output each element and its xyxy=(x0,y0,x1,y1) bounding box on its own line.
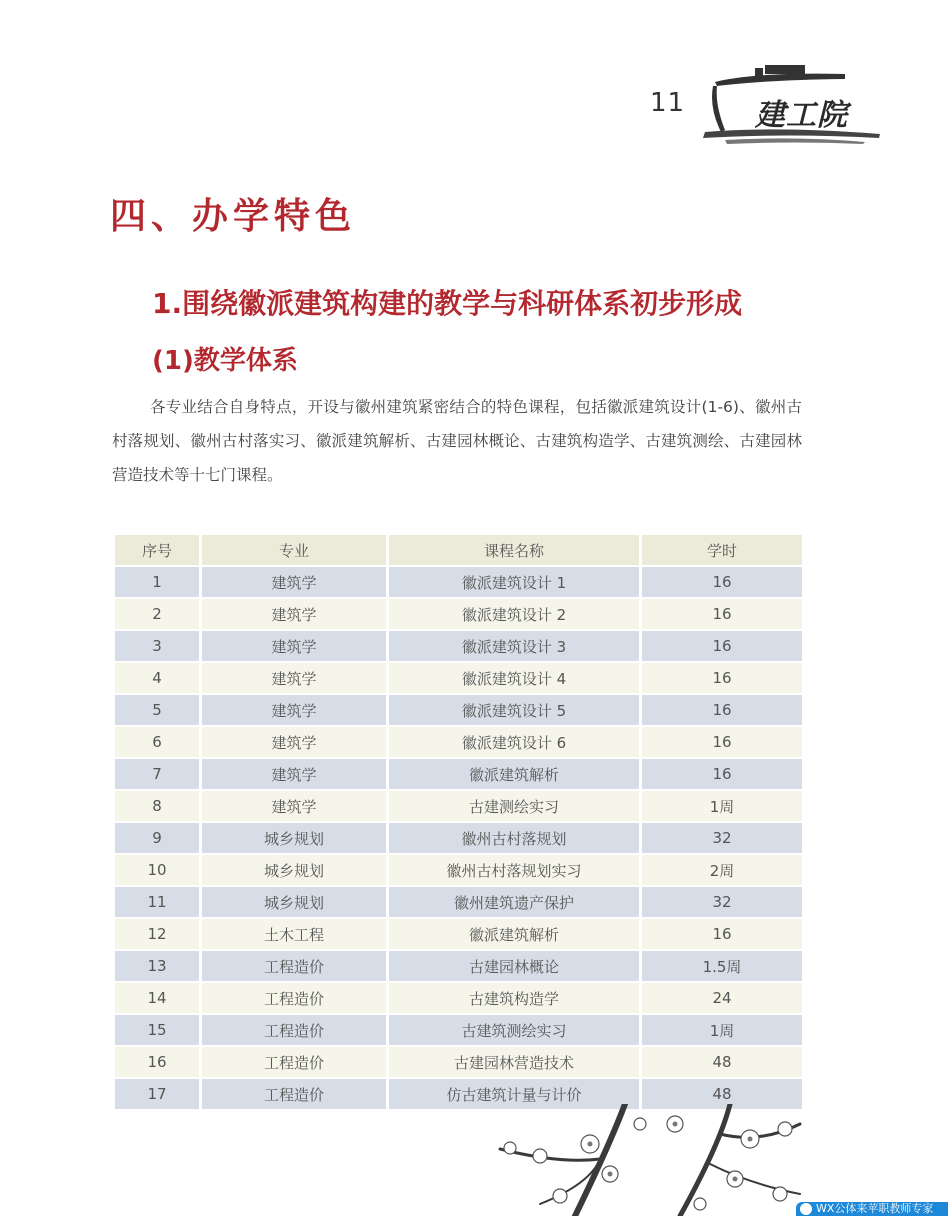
cell-hours: 1周 xyxy=(642,791,802,821)
course-table xyxy=(112,533,805,1111)
cell-index: 3 xyxy=(115,631,199,661)
cell-major: 建筑学 xyxy=(202,727,386,757)
table-row xyxy=(115,727,802,757)
table-row xyxy=(115,567,802,597)
table-row xyxy=(115,1047,802,1077)
table-row xyxy=(115,855,802,885)
cell-hours: 16 xyxy=(642,631,802,661)
table-row xyxy=(115,1015,802,1045)
cell-index: 16 xyxy=(115,1047,199,1077)
section-title: 四、办学特色 xyxy=(110,196,357,237)
table-row xyxy=(115,887,802,917)
cell-major: 工程造价 xyxy=(202,1015,386,1045)
cell-index: 13 xyxy=(115,951,199,981)
cell-course: 徽派建筑设计 2 xyxy=(389,599,639,629)
cell-course: 徽派建筑设计 4 xyxy=(389,663,639,693)
cell-course: 徽派建筑设计 1 xyxy=(389,567,639,597)
watermark-badge xyxy=(796,1202,948,1216)
logo-text: 建工院 xyxy=(755,98,848,133)
cell-hours: 48 xyxy=(642,1079,802,1109)
table-row xyxy=(115,983,802,1013)
wechat-icon xyxy=(800,1203,812,1215)
cell-course: 徽州古村落规划实习 xyxy=(389,855,639,885)
cell-major: 城乡规划 xyxy=(202,855,386,885)
cell-major: 工程造价 xyxy=(202,983,386,1013)
table-row xyxy=(115,663,802,693)
table-row xyxy=(115,919,802,949)
table-row xyxy=(115,951,802,981)
table-row xyxy=(115,759,802,789)
cell-hours: 48 xyxy=(642,1047,802,1077)
page-number: 11 xyxy=(650,88,686,118)
sub-sub-title: (1)教学体系 xyxy=(152,346,298,376)
cell-index: 8 xyxy=(115,791,199,821)
cell-course: 徽派建筑解析 xyxy=(389,919,639,949)
header-cell-major: 专业 xyxy=(202,535,386,565)
cell-major: 建筑学 xyxy=(202,759,386,789)
cell-hours: 16 xyxy=(642,727,802,757)
cell-hours: 32 xyxy=(642,887,802,917)
cell-course: 古建筑构造学 xyxy=(389,983,639,1013)
table-row xyxy=(115,631,802,661)
plum-blossom-decoration-icon xyxy=(480,1104,810,1216)
cell-major: 建筑学 xyxy=(202,631,386,661)
cell-major: 城乡规划 xyxy=(202,887,386,917)
cell-course: 古建园林概论 xyxy=(389,951,639,981)
cell-major: 建筑学 xyxy=(202,695,386,725)
cell-index: 7 xyxy=(115,759,199,789)
cell-major: 工程造价 xyxy=(202,1047,386,1077)
cell-hours: 24 xyxy=(642,983,802,1013)
table-row xyxy=(115,791,802,821)
cell-major: 城乡规划 xyxy=(202,823,386,853)
cell-major: 建筑学 xyxy=(202,791,386,821)
cell-index: 12 xyxy=(115,919,199,949)
cell-index: 11 xyxy=(115,887,199,917)
cell-course: 徽派建筑设计 6 xyxy=(389,727,639,757)
cell-major: 工程造价 xyxy=(202,1079,386,1109)
header-cell-index: 序号 xyxy=(115,535,199,565)
badge-text: WX公体来苹职教师专家 xyxy=(816,1202,934,1215)
cell-course: 古建筑测绘实习 xyxy=(389,1015,639,1045)
header-cell-course: 课程名称 xyxy=(389,535,639,565)
intro-paragraph: 各专业结合自身特点，开设与徽州建筑紧密结合的特色课程，包括徽派建筑设计(1-6)、徽州古村落规划、徽州古村落实习、徽派建筑解析、古建园林概论、古建筑构造学、古建筑测绘、古建园林营造技术等十七门课程。 xyxy=(112,398,802,484)
header-cell-hours: 学时 xyxy=(642,535,802,565)
sub-title: 1.围绕徽派建筑构建的教学与科研体系初步形成 xyxy=(152,287,743,320)
cell-index: 9 xyxy=(115,823,199,853)
cell-hours: 16 xyxy=(642,695,802,725)
cell-index: 2 xyxy=(115,599,199,629)
cell-index: 1 xyxy=(115,567,199,597)
cell-hours: 16 xyxy=(642,759,802,789)
cell-hours: 16 xyxy=(642,919,802,949)
cell-course: 徽州古村落规划 xyxy=(389,823,639,853)
cell-hours: 2周 xyxy=(642,855,802,885)
cell-course: 古建园林营造技术 xyxy=(389,1047,639,1077)
cell-course: 徽派建筑设计 3 xyxy=(389,631,639,661)
cell-index: 14 xyxy=(115,983,199,1013)
cell-index: 10 xyxy=(115,855,199,885)
cell-hours: 16 xyxy=(642,567,802,597)
cell-course: 徽派建筑设计 5 xyxy=(389,695,639,725)
cell-index: 17 xyxy=(115,1079,199,1109)
cell-major: 土木工程 xyxy=(202,919,386,949)
cell-index: 15 xyxy=(115,1015,199,1045)
cell-hours: 32 xyxy=(642,823,802,853)
table-row xyxy=(115,823,802,853)
cell-hours: 1.5周 xyxy=(642,951,802,981)
cell-hours: 1周 xyxy=(642,1015,802,1045)
table-header-row xyxy=(115,535,802,565)
table-row xyxy=(115,599,802,629)
cell-course: 仿古建筑计量与计价 xyxy=(389,1079,639,1109)
cell-course: 徽派建筑解析 xyxy=(389,759,639,789)
cell-course: 徽州建筑遗产保护 xyxy=(389,887,639,917)
cell-index: 6 xyxy=(115,727,199,757)
cell-hours: 16 xyxy=(642,599,802,629)
cell-index: 4 xyxy=(115,663,199,693)
cell-major: 工程造价 xyxy=(202,951,386,981)
cell-course: 古建测绘实习 xyxy=(389,791,639,821)
cell-major: 建筑学 xyxy=(202,567,386,597)
cell-major: 建筑学 xyxy=(202,663,386,693)
cell-index: 5 xyxy=(115,695,199,725)
table-row xyxy=(115,695,802,725)
cell-hours: 16 xyxy=(642,663,802,693)
cell-major: 建筑学 xyxy=(202,599,386,629)
page-header xyxy=(640,60,900,150)
